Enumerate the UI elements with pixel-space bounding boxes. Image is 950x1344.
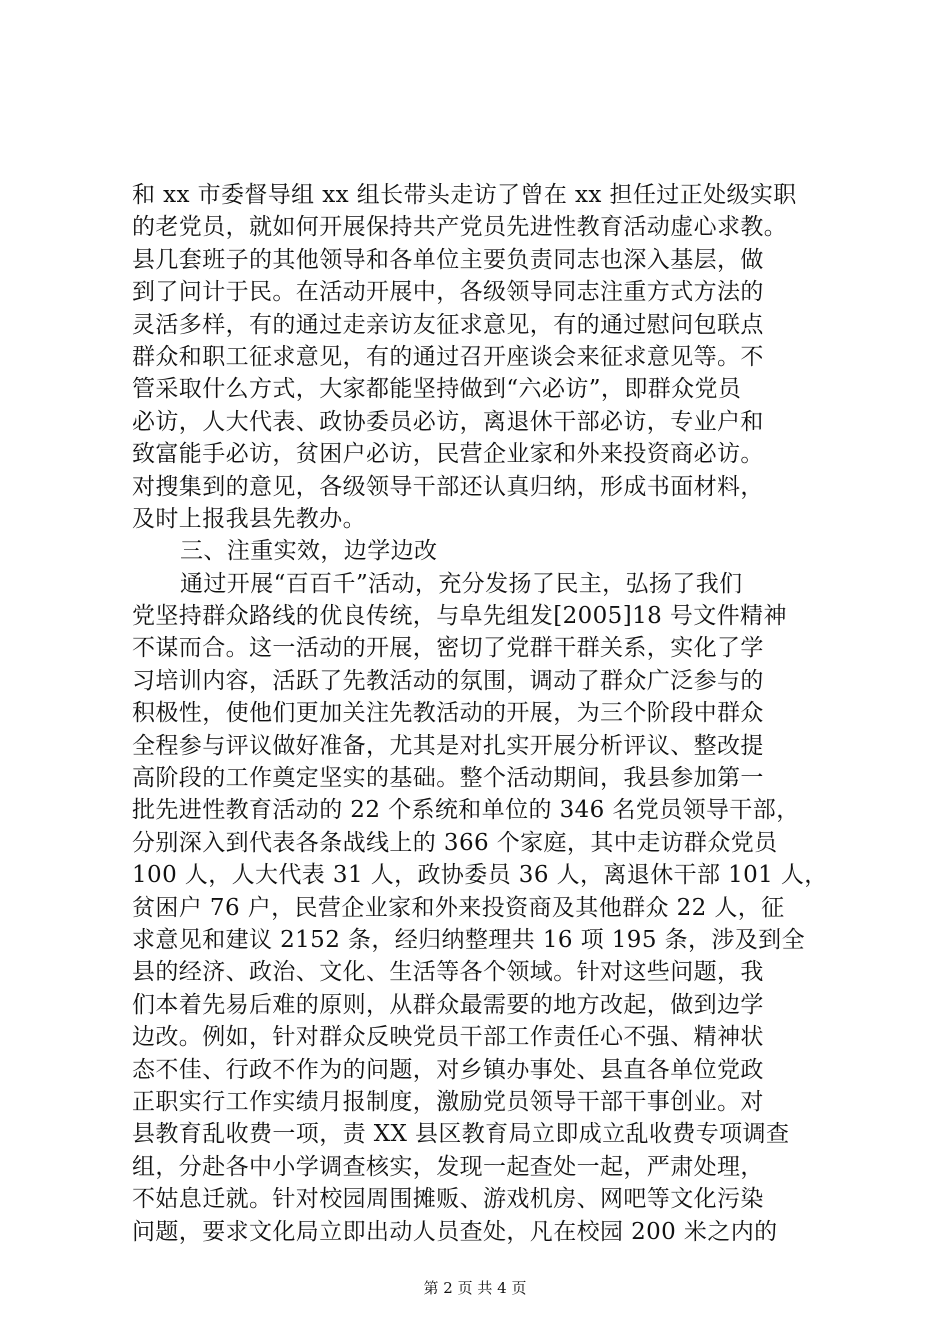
text-line: 100 人，人大代表 31 人，政协委员 36 人，离退休干部 101 人， — [132, 862, 828, 889]
text-line: 求意见和建议 2152 条，经归纳整理共 16 项 195 条，涉及到全 — [132, 926, 805, 953]
text-line: 组，分赴各中小学调查核实，发现一起查处一起，严肃处理， — [132, 1153, 764, 1180]
text-line: 习培训内容，活跃了先教活动的氛围，调动了群众广泛参与的 — [132, 667, 764, 694]
text-line: 致富能手必访，贫困户必访，民营企业家和外来投资商必访。 — [132, 441, 764, 468]
section-heading: 三、注重实效，边学边改 — [180, 538, 438, 565]
text-line: 对搜集到的意见，各级领导干部还认真归纳，形成书面材料， — [132, 473, 764, 500]
text-line: 全程参与评议做好准备，尤其是对扎实开展分析评议、整改提 — [132, 732, 764, 759]
text-line: 及时上报我县先教办。 — [132, 505, 366, 532]
document-body — [132, 179, 828, 1248]
text-line: 党坚持群众路线的优良传统，与阜先组发[2005]18 号文件精神 — [132, 603, 787, 630]
text-line: 通过开展“百百千”活动，充分发扬了民主，弘扬了我们 — [180, 570, 743, 597]
text-line: 和 xx 市委督导组 xx 组长带头走访了曾在 xx 担任过正处级实职 — [132, 182, 797, 208]
text-line: 积极性，使他们更加关注先教活动的开展，为三个阶段中群众 — [132, 700, 764, 727]
text-line: 群众和职工征求意见，有的通过召开座谈会来征求意见等。不 — [132, 343, 764, 370]
text-line: 县教育乱收费一项，责 XX 县区教育局立即成立乱收费专项调查 — [132, 1121, 790, 1148]
text-line: 的老党员，就如何开展保持共产党员先进性教育活动虚心求教。 — [132, 214, 788, 241]
page-footer: 第 2 页 共 4 页 — [423, 1279, 527, 1297]
text-line: 灵活多样，有的通过走亲访友征求意见，有的通过慰问包联点 — [132, 311, 764, 338]
text-line: 到了问计于民。在活动开展中，各级领导同志注重方式方法的 — [132, 279, 764, 306]
text-line: 管采取什么方式，大家都能坚持做到“六必访”，即群众党员 — [132, 376, 742, 403]
text-line: 分别深入到代表各条战线上的 366 个家庭，其中走访群众党员 — [132, 829, 778, 856]
text-line: 县几套班子的其他领导和各单位主要负责同志也深入基层，做 — [132, 246, 764, 273]
text-line: 县的经济、政治、文化、生活等各个领域。针对这些问题，我 — [132, 959, 764, 986]
text-line: 必访，人大代表、政协委员必访，离退休干部必访，专业户和 — [132, 408, 764, 435]
text-line: 不谋而合。这一活动的开展，密切了党群干群关系，实化了学 — [132, 635, 764, 662]
text-line: 态不佳、行政不作为的问题，对乡镇办事处、县直各单位党政 — [132, 1056, 764, 1083]
text-line: 批先进性教育活动的 22 个系统和单位的 346 名党员领导干部， — [132, 797, 800, 824]
text-line: 边改。例如，针对群众反映党员干部工作责任心不强、精神状 — [132, 1024, 764, 1051]
text-line: 们本着先易后难的原则，从群众最需要的地方改起，做到边学 — [132, 991, 764, 1018]
text-line: 正职实行工作实绩月报制度，激励党员领导干部干事创业。对 — [132, 1088, 764, 1115]
text-line: 贫困户 76 户，民营企业家和外来投资商及其他群众 22 人，征 — [132, 894, 785, 921]
text-line: 不姑息迁就。针对校园周围摊贩、游戏机房、网吧等文化污染 — [132, 1186, 764, 1213]
text-line: 问题，要求文化局立即出动人员查处，凡在校园 200 米之内的 — [132, 1218, 778, 1245]
text-line: 高阶段的工作奠定坚实的基础。整个活动期间，我县参加第一 — [132, 765, 764, 792]
